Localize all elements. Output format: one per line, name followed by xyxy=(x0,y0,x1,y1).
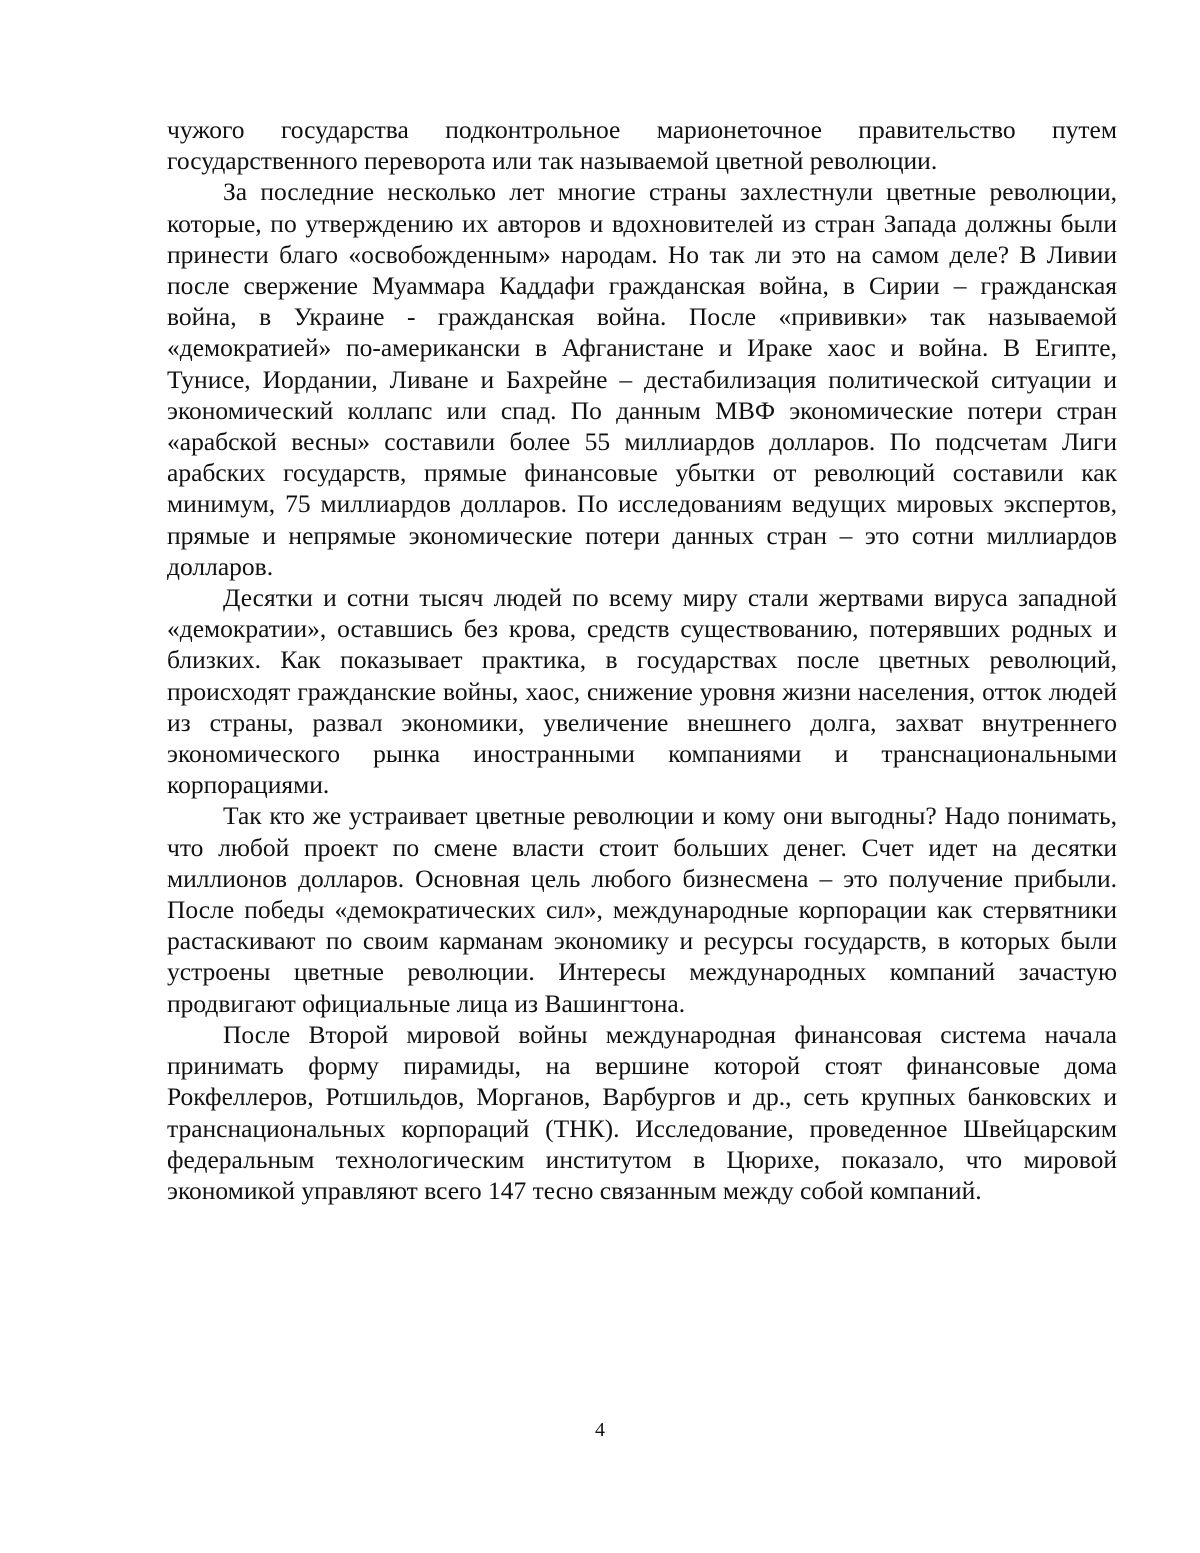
paragraph-victims: Десятки и сотни тысяч людей по всему миру стали жертвами вируса западной «демократии», оставшись без крова, средств существованию, потерявших родных и близких. Как показывает практика, в государствах после цветных революций, происходят гражданские войны, хаос, снижение уровня жизни населения, отток людей из страны, развал экономики, увеличение внешнего долга, захват внутреннего экономического рынка иностранными компаниями и транснациональными корпорациями. xyxy=(167,583,1117,800)
body-text xyxy=(167,114,1117,1206)
paragraph-continuation: чужого государства подконтрольное марионеточное правительство путем государственного переворота или так называемой цветной революции. xyxy=(167,115,1117,176)
page-number: 4 xyxy=(595,1419,605,1441)
paragraph-color-revolutions: За последние несколько лет многие страны захлестнули цветные революции, которые, по утверждению их авторов и вдохновителей из стран Запада должны были принести благо «освобожденным» народам. Но так ли это на самом деле? В Ливии после свержение Муаммара Каддафи гражданская война, в Сирии – гражданская война, в Украине - гражданская война. После «прививки» так называемой «демократией» по-американски в Афганистане и Ираке хаос и война. В Египте, Тунисе, Иордании, Ливане и Бахрейне – дестабилизация политической ситуации и экономический коллапс или спад. По данным МВФ экономические потери стран «арабской весны» составили более 55 миллиардов долларов. По подсчетам Лиги арабских государств, прямые финансовые убытки от революций составили как минимум, 75 миллиардов долларов. По исследованиям ведущих мировых экспертов, прямые и непрямые экономические потери данных стран – это сотни миллиардов долларов. xyxy=(167,177,1117,581)
paragraph-financial-system: После Второй мировой войны международная финансовая система начала принимать форму пирамиды, на вершине которой стоят финансовые дома Рокфеллеров, Ротшильдов, Морганов, Варбургов и др., сеть крупных банковских и транснациональных корпораций (ТНК). Исследование, проведенное Швейцарским федеральным технологическим институтом в Цюрихе, показало, что мировой экономикой управляют всего 147 тесно связанным между собой компаний. xyxy=(167,1019,1117,1205)
paragraph-who-benefits: Так кто же устраивает цветные революции и кому они выгодны? Надо понимать, что любой проект по смене власти стоит больших денег. Счет идет на десятки миллионов долларов. Основная цель любого бизнесмена – это получение прибыли. После победы «демократических сил», международные корпорации как стервятники растаскивают по своим карманам экономику и ресурсы государств, в которых были устроены цветные революции. Интересы международных компаний зачастую продвигают официальные лица из Вашингтона. xyxy=(167,801,1117,1018)
